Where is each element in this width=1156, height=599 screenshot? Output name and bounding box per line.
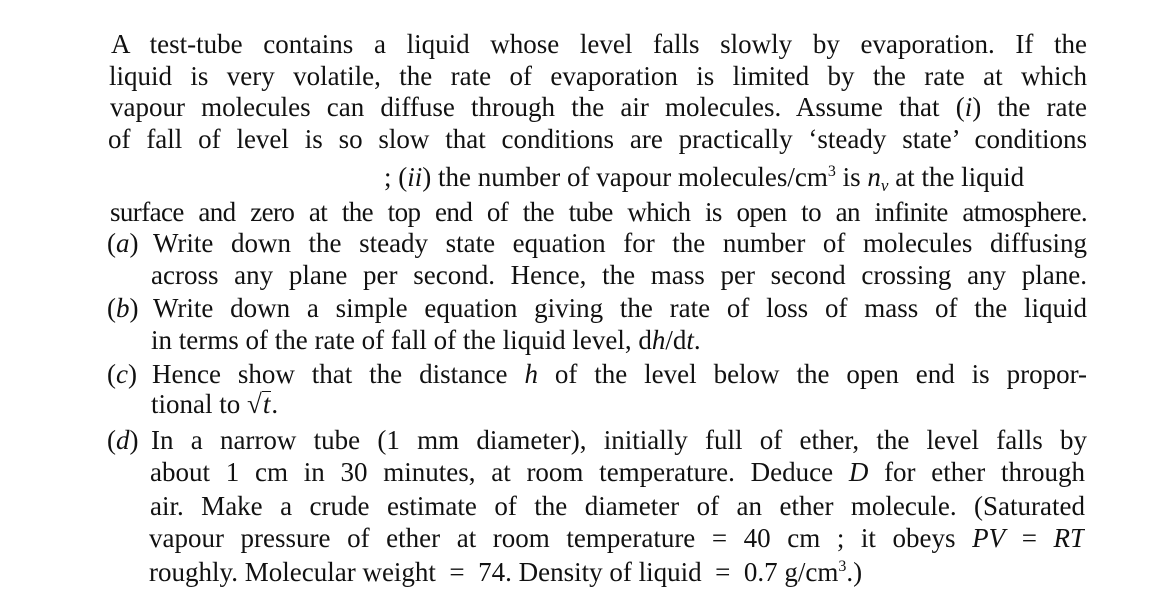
paren: ( <box>107 228 116 258</box>
text: tional to <box>151 389 247 419</box>
text: roughly. Molecular weight = 74. Density of liquid = 0.7 g/cm <box>149 557 839 587</box>
letter: a <box>116 228 130 258</box>
intro-line-1 <box>111 28 1087 60</box>
part-d-line-5 <box>149 556 862 588</box>
text: A test-tube contains a liquid whose level falls slowly by evaporation. If the <box>111 29 1087 59</box>
part-a-line-1 <box>153 227 1087 259</box>
paren: ( <box>107 425 116 455</box>
part-c-line-1 <box>152 358 1087 390</box>
superscript: 3 <box>827 163 836 180</box>
text: liquid is very volatile, the rate of evaporation is limited by the rate at which <box>109 61 1087 91</box>
superscript: 3 <box>838 558 847 575</box>
text: . <box>271 389 279 419</box>
part-b-line-2 <box>151 324 701 356</box>
text: ; ( <box>384 162 408 192</box>
text: at the liquid <box>888 162 1025 192</box>
part-d-line-1 <box>151 424 1087 456</box>
text: .) <box>846 557 863 587</box>
text: . <box>693 325 701 355</box>
text: ) the rate <box>972 92 1087 122</box>
roman-numeral: ii <box>407 162 423 192</box>
intro-line-2 <box>109 60 1087 92</box>
text: vapour molecules can diffuse through the air molecules. Assume that ( <box>110 92 965 122</box>
roman-numeral: i <box>964 92 973 122</box>
text: In a narrow tube (1 mm diameter), initially full of ether, the level falls by <box>151 425 1087 455</box>
paren: ( <box>107 359 116 389</box>
intro-line-4 <box>108 123 1087 155</box>
text: Write down a simple equation giving the rate of loss of mass of the liquid <box>153 293 1087 323</box>
paren: ) <box>127 359 137 389</box>
paren: ) <box>129 293 139 323</box>
text: air. Make a crude estimate of the diameter of an ether molecule. (Saturated <box>150 491 1085 521</box>
symbol-t: t <box>262 389 271 419</box>
part-a-label <box>107 227 139 259</box>
symbol-n: n <box>867 162 881 192</box>
symbol-PV: PV <box>972 523 1006 553</box>
square-root <box>247 388 271 420</box>
text: vapour pressure of ether at room temperature = 40 cm ; it obeys <box>149 523 956 553</box>
radical-sign: √ <box>247 389 262 419</box>
text: for ether through <box>884 457 1085 487</box>
paren: ) <box>129 425 139 455</box>
part-c-line-2 <box>151 388 278 420</box>
subscript-v: v <box>880 176 889 195</box>
part-b-line-1 <box>153 292 1087 324</box>
symbol-t: t <box>686 325 694 355</box>
text: of the level below the open end is propor- <box>537 359 1087 389</box>
text: Write down the steady state equation for the number of molecules diffusing <box>153 228 1087 258</box>
text: surface and zero at the top end of the tube which is open to an infinite atmosphere. <box>110 197 1087 227</box>
text: in terms of the rate of fall of the liquid level, d <box>151 325 652 355</box>
text: is <box>835 162 868 192</box>
text: /d <box>665 325 687 355</box>
radicand <box>262 389 272 419</box>
text: about 1 cm in 30 minutes, at room temperature. Deduce <box>150 457 834 487</box>
part-d-line-3 <box>150 490 1085 522</box>
part-d-label <box>107 424 139 456</box>
symbol-h: h <box>524 359 538 389</box>
symbol-RT: RT <box>1053 523 1085 553</box>
text: of fall of level is so slow that conditions are practically ‘steady state’ conditions <box>108 124 1087 154</box>
letter: d <box>116 425 130 455</box>
intro-line-5 <box>384 161 1024 193</box>
text: across any plane per second. Hence, the mass per second crossing any plane. <box>151 260 1087 290</box>
letter: b <box>116 293 130 323</box>
part-d-line-2 <box>150 456 1085 488</box>
text: Hence show that the distance <box>152 359 525 389</box>
symbol-D: D <box>848 457 869 487</box>
text: ) the number of vapour molecules/cm <box>422 162 828 192</box>
part-a-line-2 <box>151 259 1087 291</box>
part-b-label <box>107 292 139 324</box>
equals-sign: = <box>1021 523 1037 553</box>
part-c-label <box>107 358 137 390</box>
letter: c <box>116 359 128 389</box>
paren: ( <box>107 293 116 323</box>
intro-line-6 <box>110 196 1087 228</box>
paren: ) <box>129 228 139 258</box>
part-d-line-4 <box>149 522 1085 554</box>
intro-line-3 <box>110 91 1087 123</box>
symbol-h: h <box>651 325 666 355</box>
